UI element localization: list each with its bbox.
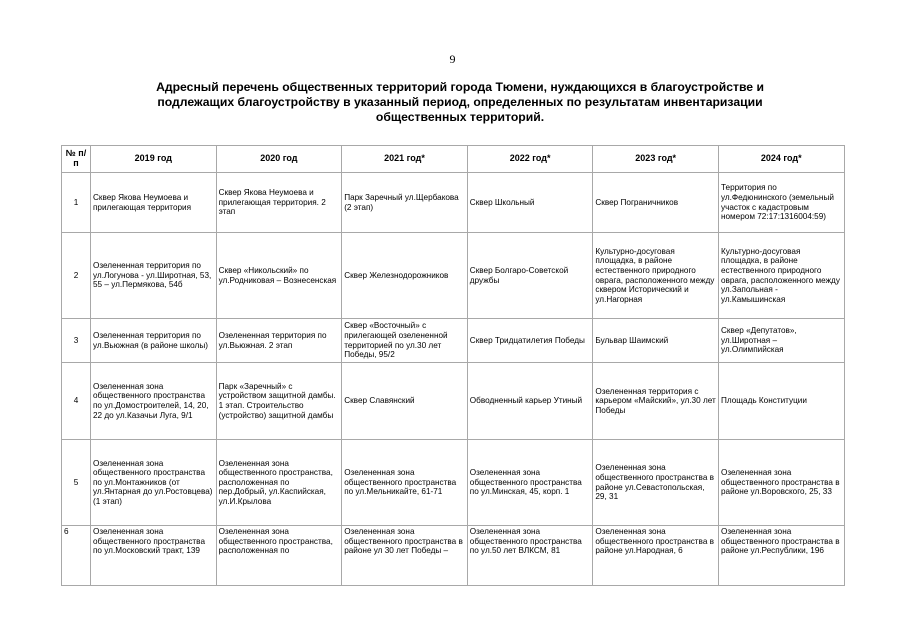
- header-2020: 2020 год: [216, 146, 342, 173]
- table-cell: Озелененная зона общественного пространства по ул.Московский тракт, 139: [91, 526, 217, 586]
- header-2021: 2021 год*: [342, 146, 468, 173]
- table-cell: Озелененная зона общественного пространства, расположенная по пер.Добрый, ул.Каспийская, ул.И.Крылова: [216, 440, 342, 526]
- table-cell: Бульвар Шаимский: [593, 319, 719, 363]
- table-cell: Озелененная территория по ул.Вьюжная. 2 этап: [216, 319, 342, 363]
- table-cell: Озелененная территория по ул.Логунова - ул.Широтная, 53, 55 – ул.Пермякова, 54б: [91, 233, 217, 319]
- header-number: № п/п: [62, 146, 91, 173]
- table-cell: Сквер Славянский: [342, 363, 468, 440]
- row-number: 6: [62, 526, 91, 586]
- table-cell: Озелененная зона общественного пространства по ул.Домостроителей, 14, 20, 22 до ул.Казачьи Луга, 9/1: [91, 363, 217, 440]
- header-2023: 2023 год*: [593, 146, 719, 173]
- header-2022: 2022 год*: [467, 146, 593, 173]
- table-cell: Озелененная зона общественного пространства в районе ул.Республики, 196: [718, 526, 844, 586]
- table-cell: Сквер Якова Неумоева и прилегающая территория: [91, 173, 217, 233]
- table-cell: Сквер Пограничников: [593, 173, 719, 233]
- table-cell: Сквер «Никольский» по ул.Родниковая – Вознесенская: [216, 233, 342, 319]
- table-cell: Озелененная зона общественного пространства в районе ул.Народная, 6: [593, 526, 719, 586]
- title-line: общественных территорий.: [375, 110, 545, 124]
- table-row: [62, 233, 845, 319]
- table-header-row: [62, 146, 845, 173]
- header-2024: 2024 год*: [718, 146, 844, 173]
- row-number: 3: [62, 319, 91, 363]
- table-cell: Озелененная зона общественного пространства в районе ул.Севастопольская, 29, 31: [593, 440, 719, 526]
- title-line: подлежащих благоустройству в указанный период, определенных по результатам инвентаризации: [157, 95, 763, 109]
- table-cell: Озелененная зона общественного пространства, расположенная по: [216, 526, 342, 586]
- row-number: 2: [62, 233, 91, 319]
- title-line: Адресный перечень общественных территорий города Тюмени, нуждающихся в благоустройстве и: [156, 80, 764, 94]
- row-number: 1: [62, 173, 91, 233]
- table-cell: Озелененная зона общественного пространства по ул.Монтажников (от ул.Янтарная до ул.Ростовцева) (1 этап): [91, 440, 217, 526]
- table-cell: Культурно-досуговая площадка, в районе естественного природного оврага, расположенного между ул.Запольная - ул.Камышинская: [718, 233, 844, 319]
- table-row: [62, 363, 845, 440]
- table-cell: Озелененная территория по ул.Вьюжная (в районе школы): [91, 319, 217, 363]
- table-row: [62, 440, 845, 526]
- table-cell: Сквер «Депутатов», ул.Широтная – ул.Олимпийская: [718, 319, 844, 363]
- table-cell: Озелененная зона общественного пространства по ул.Мельникайте, 61-71: [342, 440, 468, 526]
- table-row: [62, 526, 845, 586]
- table-cell: Сквер Тридцатилетия Победы: [467, 319, 593, 363]
- table-cell: Озелененная зона общественного пространства по ул.Минская, 45, корп. 1: [467, 440, 593, 526]
- row-number: 4: [62, 363, 91, 440]
- table-cell: Парк Заречный ул.Щербакова (2 этап): [342, 173, 468, 233]
- table-cell: Озелененная зона общественного пространства в районе ул 30 лет Победы –: [342, 526, 468, 586]
- table-cell: Озелененная территория с карьером «Майский», ул.30 лет Победы: [593, 363, 719, 440]
- table-cell: Площадь Конституции: [718, 363, 844, 440]
- table-cell: Территория по ул.Федюнинского (земельный участок с кадастровым номером 72:17:1316004:59): [718, 173, 844, 233]
- table-cell: Озелененная зона общественного пространства в районе ул.Воровского, 25, 33: [718, 440, 844, 526]
- table-cell: Сквер Якова Неумоева и прилегающая территория. 2 этап: [216, 173, 342, 233]
- table-row: [62, 173, 845, 233]
- table-cell: Озелененная зона общественного пространства по ул.50 лет ВЛКСМ, 81: [467, 526, 593, 586]
- table-cell: Культурно-досуговая площадка, в районе естественного природного оврага, расположенного между сквером Исторический и ул.Нагорная: [593, 233, 719, 319]
- row-number: 5: [62, 440, 91, 526]
- document-title: [90, 80, 830, 125]
- table-cell: Сквер Железнодорожников: [342, 233, 468, 319]
- table-row: [62, 319, 845, 363]
- territories-table: [61, 145, 845, 586]
- table-cell: Сквер «Восточный» с прилегающей озелененной территорией по ул.30 лет Победы, 95/2: [342, 319, 468, 363]
- table-cell: Обводненный карьер Утиный: [467, 363, 593, 440]
- page-number: 9: [449, 52, 456, 66]
- table-cell: Парк «Заречный» с устройством защитной дамбы. 1 этап. Строительство (устройство) защитной дамбы: [216, 363, 342, 440]
- header-2019: 2019 год: [91, 146, 217, 173]
- table-cell: Сквер Школьный: [467, 173, 593, 233]
- table-cell: Сквер Болгаро-Советской дружбы: [467, 233, 593, 319]
